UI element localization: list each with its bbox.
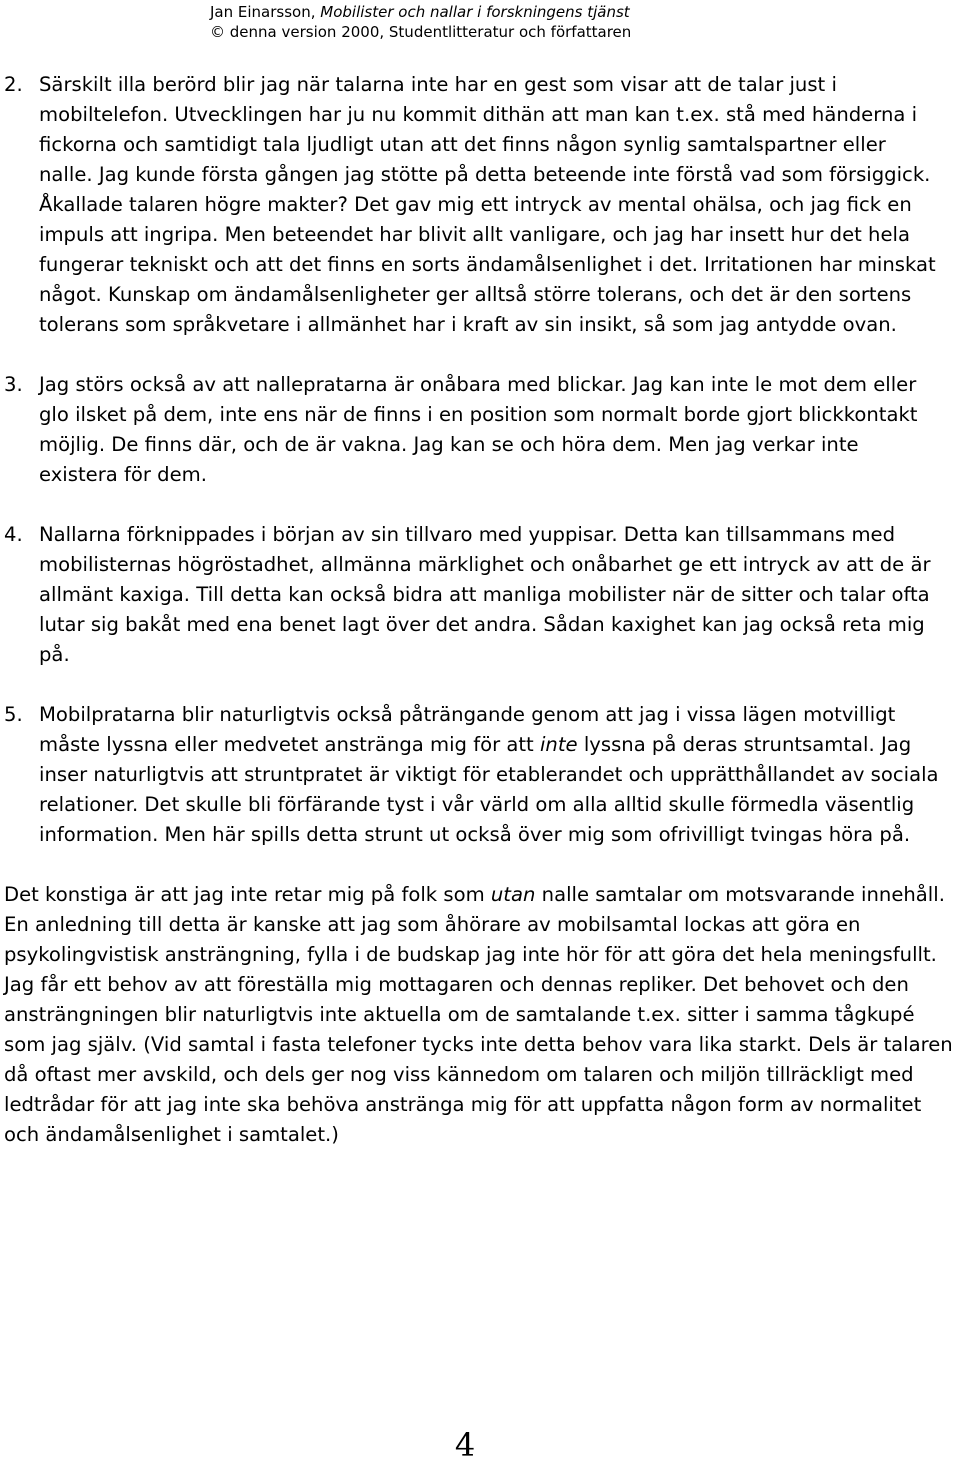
item-text: Jag störs också av att nallepratarna är onåbara med blickar. Jag kan inte le mot dem eller glo ilsket på dem, inte ens när de finns i en position som normalt borde gjort blickkontakt möjlig. De finns där, och de är vakna. Jag kan se och höra dem. Men jag verkar inte existera för dem. [39,373,918,486]
item-text-after: lyssna på deras struntsamtal. Jag inser naturligtvis att struntpratet är viktigt för etablerandet och upprätthållandet av sociala relationer. Det skulle bli förfärande tyst i vår värld om alla alltid skulle förmedla väsentlig information. Men här spills detta strunt ut också över mig som ofrivilligt tvingas höra på. [39,733,939,846]
item-text [39,700,960,850]
item-text-before: Mobilpratarna blir naturligtvis också påträngande genom att jag i vissa lägen motvilligt måste lyssna eller medvetet anstränga mig för att [39,703,896,756]
closing-text-before: Det konstiga är att jag inte retar mig på folk som [4,883,491,906]
item-number: 2. [4,73,23,96]
closing-paragraph [4,880,960,1150]
list-item-3 [4,370,960,490]
list-item-4 [4,520,960,670]
item-text-italic: inte [539,733,578,756]
closing-text-italic: utan [490,883,536,906]
item-text: Särskilt illa berörd blir jag när talarna inte har en gest som visar att de talar just i mobiltelefon. Utvecklingen har ju nu kommit dithän att man kan t.ex. stå med händerna i fickorna och samtidigt tala ljudligt utan att det finns någon synlig samtalspartner eller nalle. Jag kunde första gången jag stötte på detta beteende inte förstå vad som försiggick. Åkallade talaren högre makter? Det gav mig ett intryck av mental ohälsa, och jag fick en impuls att ingripa. Men beteendet har blivit allt vanligare, och jag har insett hur det hela fungerar tekniskt och att det finns en sorts ändamålsenlighet i det. Irritationen har minskat något. Kunskap om ändamålsenligheter ger alltså större tolerans, och det är den sortens tolerans som språkvetare i allmänhet har i kraft av sin insikt, så som jag antydde ovan. [39,73,936,336]
header-title: Mobilister och nallar i forskningens tjänst [320,3,630,21]
item-number: 5. [4,703,23,726]
running-header [210,2,710,42]
header-copyright: © denna version 2000, Studentlitteratur och författaren [210,23,632,41]
page-number: 4 [454,1426,476,1464]
header-author: Jan Einarsson, [210,3,321,21]
item-number: 3. [4,373,23,396]
list-item-5 [4,700,960,850]
item-number: 4. [4,523,23,546]
closing-text-after: nalle samtalar om motsvarande innehåll. En anledning till detta är kanske att jag som åhörare av mobilsamtal lockas att göra en psykolingvistisk ansträngning, fylla i de budskap jag inte hör för att göra det hela meningsfullt. Jag får ett behov av att föreställa mig mottagaren och dennas repliker. Det behovet och den ansträngningen blir naturligtvis inte aktuella om de samtalande t.ex. sitter i samma tågkupé som jag själv. (Vid samtal i fasta telefoner tycks inte detta behov vara lika starkt. Dels är talaren då oftast mer avskild, och dels ger nog viss kännedom om talaren och miljön tillräckligt med ledtrådar för att jag inte ska behöva anstränga mig för att uppfatta någon form av normalitet och ändamålsenlighet i samtalet.) [4,883,953,1146]
list-item-2 [4,70,960,340]
item-text: Nallarna förknippades i början av sin tillvaro med yuppisar. Detta kan tillsammans med mobilisternas högröstadhet, allmänna märklighet och onåbarhet ge ett intryck av att de är allmänt kaxiga. Till detta kan också bidra att manliga mobilister när de sitter och talar ofta lutar sig bakåt med ena benet lagt över det andra. Sådan kaxighet kan jag också reta mig på. [39,523,931,666]
document-body [4,70,960,1150]
header-title-line [210,2,710,22]
